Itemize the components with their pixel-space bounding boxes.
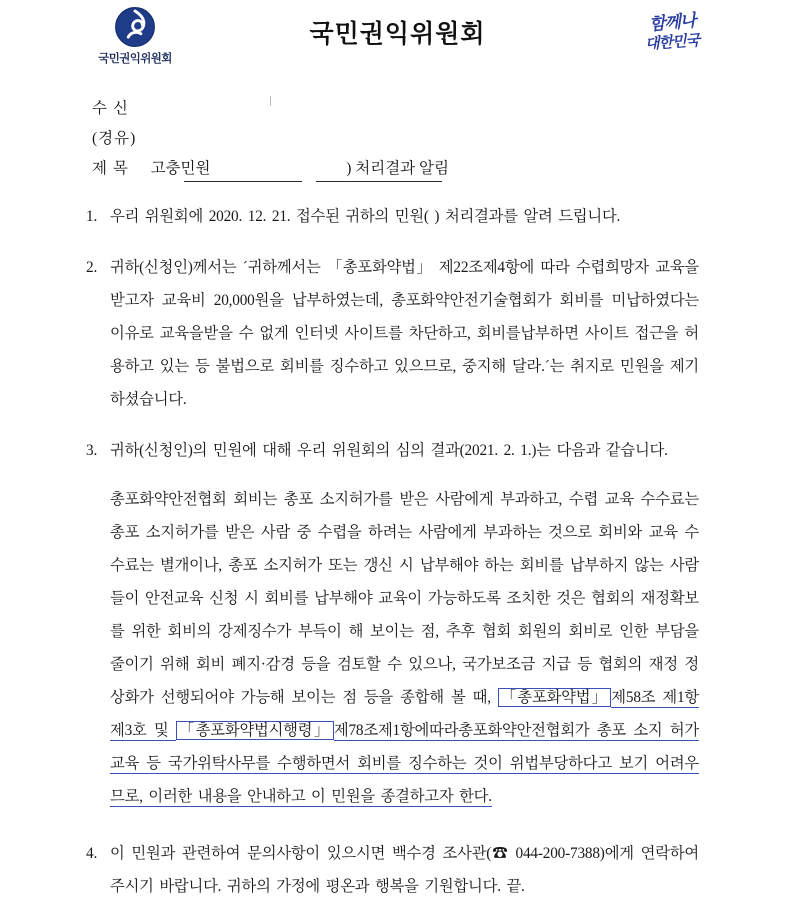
document-fields	[0, 94, 795, 184]
paragraph-2-text: 귀하(신청인)께서는 ´귀하께서는 「총포화약법」 제22조제4항에 따라 수렵희망자 교육을 받고자 교육비 20,000원을 납부하였는데, 총포화약안전기술협회가 회비를 미납하였다는 이유로 교육을받을 수 없게 인터넷 사이트를 차단하고, 회비를납부하면 사이트 접근을 허용하고 있는 등 불법으로 회비를 징수하고 있으므로, 중지해 달라.´는 취지로 민원을 제기하셨습니다.	[110, 259, 699, 408]
paragraph-2	[86, 251, 699, 416]
field-recipient	[92, 94, 795, 124]
law-reference-1: 「총포화약법」	[498, 688, 611, 707]
subject-prefix: 고충민원	[150, 160, 211, 177]
recipient-label: 수 신	[92, 100, 129, 117]
paragraph-3-text: 귀하(신청인)의 민원에 대해 우리 위원회의 심의 결과(2021. 2. 1.)는 다음과 같습니다.	[110, 442, 668, 459]
paragraph-1-text: 우리 위원회에 2020. 12. 21. 접수된 귀하의 민원( ) 처리결과를 알려 드립니다.	[110, 208, 621, 225]
law-reference-2: 「총포화약법시행령」	[176, 721, 334, 740]
slogan-line-1: 함께나	[648, 11, 697, 34]
decision-underlined-tail: 따라총포화약안전협회가 총포 소지 허가 교육 등 국가위탁사무를 수행하면서 회비를 징수하는 것이 위법부당하다고 보기 어려우므로, 이러한 내용을 안내하고 이 민원을 종결하고자 한다.	[110, 722, 699, 805]
paragraph-2-number: 2.	[86, 259, 98, 276]
paragraph-1-number: 1.	[86, 208, 98, 225]
paragraph-4-number: 4.	[86, 845, 98, 862]
decision-mid-2: 제78조제1항에	[333, 722, 430, 739]
subject-underline-2	[316, 181, 442, 182]
decision-mid-1: 제58조 제1항 제3호 및	[110, 689, 700, 739]
emblem-label: 국민권익위원회	[98, 53, 172, 65]
document-body	[0, 200, 795, 903]
paragraph-3-number: 3.	[86, 442, 98, 459]
decision-text-part-1: 총포화약안전협회 회비는 총포 소지허가를 받은 사람에게 부과하고, 수렵 교육 수수료는 총포 소지허가를 받은 사람 중 수렵을 하려는 사람에게 부과하는 것으로 회비와 교육 수수료는 별개이나, 총포 소지허가 또는 갱신 시 납부해야 하는 회비를 납부하지 않는 사람들이 안전교육 신청 시 회비를 납부해야 교육이 가능하도록 조치한 것은 협회의 재정확보를 위한 회비의 강제징수가 부득이 해 보이는 점, 추후 협회 회원의 회비로 인한 부담을 줄이기 위해 회비 폐지·감경 등을 검토할 수 있으나, 국가보조금 지급 등 협회의 재정 정상화가 선행되어야 가능해 보이는 점 등을 종합해 볼 때,	[110, 491, 699, 706]
paragraph-3	[86, 434, 699, 467]
paragraph-1	[86, 200, 699, 233]
subject-label: 제 목	[92, 160, 129, 177]
scan-tick-mark	[270, 96, 271, 106]
paragraph-4-text: 이 민원과 관련하여 문의사항이 있으시면 백수경 조사관(☎ 044-200-7388)에게 연락하여 주시기 바랍니다. 귀하의 가정에 평온과 행복을 기원합니다. 끝.	[110, 845, 699, 895]
page-title: 국민권익위원회	[309, 21, 486, 48]
decision-body	[86, 483, 699, 813]
subject-redacted-area	[214, 162, 342, 177]
document-header	[0, 0, 795, 72]
paragraph-4	[86, 837, 699, 903]
subject-suffix: ) 처리결과 알림	[346, 160, 449, 177]
slogan-line-2: 대한민국	[644, 33, 700, 53]
via-label: (경유)	[92, 130, 137, 147]
field-via	[92, 124, 795, 154]
field-subject	[92, 154, 795, 184]
government-slogan	[627, 8, 717, 58]
subject-underline	[184, 181, 302, 182]
